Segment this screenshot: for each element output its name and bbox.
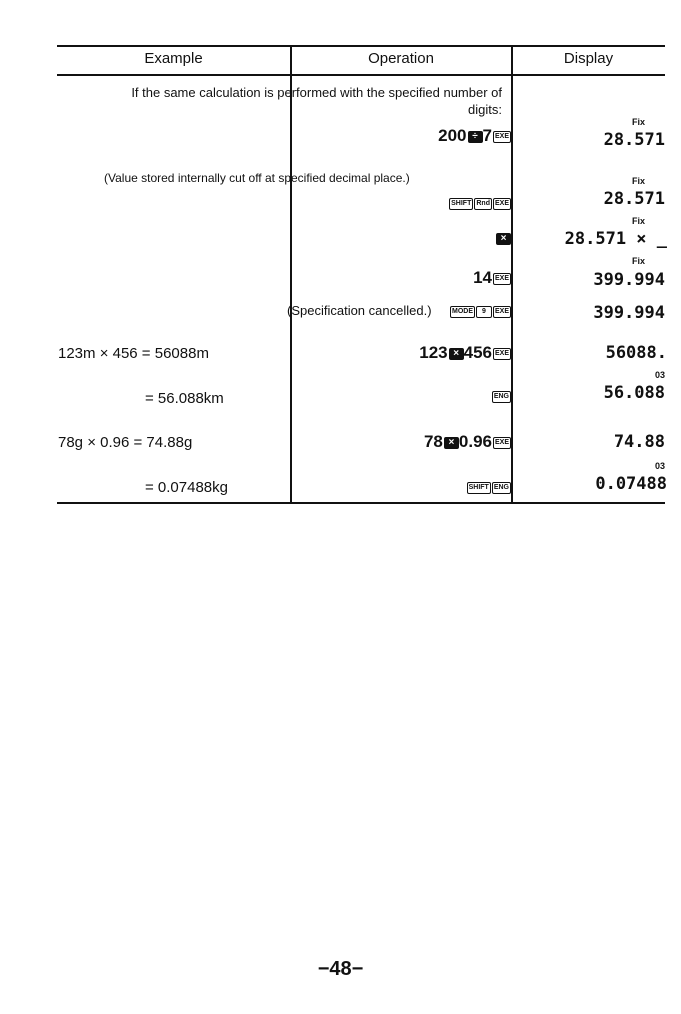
example-text: = 56.088km <box>145 390 224 407</box>
display-value: 0.07488 <box>595 474 667 494</box>
eng-key-icon: ENG <box>492 391 511 403</box>
table-top-rule <box>57 45 665 47</box>
example-text: 123m × 456 = 56088m <box>58 345 209 362</box>
multiply-key-icon: × <box>496 233 511 245</box>
divide-key-icon: ÷ <box>468 131 483 143</box>
rnd-key-icon: Rnd <box>474 198 492 210</box>
shift-key-icon: SHIFT <box>467 482 491 494</box>
operation-digits: 456 <box>463 343 492 362</box>
example-text: 78g × 0.96 = 74.88g <box>58 434 193 451</box>
exe-key-icon: EXE <box>493 306 511 318</box>
display-flag-fix: Fix <box>631 176 645 186</box>
shift-key-icon: SHIFT <box>449 198 473 210</box>
operation-row-0 <box>438 126 511 146</box>
operation-row-5 <box>419 343 511 363</box>
header-bottom-rule <box>57 74 665 76</box>
exe-key-icon: EXE <box>493 437 511 449</box>
display-exponent-flag: 03 <box>654 461 665 471</box>
display-value: 56.088 <box>603 383 665 403</box>
table-bottom-rule <box>57 502 665 504</box>
operation-row-3 <box>473 268 511 288</box>
display-value: 28.571 <box>603 189 665 209</box>
exe-key-icon: EXE <box>493 198 511 210</box>
operation-row-6 <box>491 386 511 406</box>
display-value: 399.994 <box>593 270 665 290</box>
display-flag-fix: Fix <box>631 256 645 266</box>
nine-key-icon: 9 <box>476 306 492 318</box>
eng-key-icon: ENG <box>492 482 511 494</box>
example-text: = 0.07488kg <box>145 479 228 496</box>
operation-row-4 <box>449 301 511 321</box>
operation-digits: 78 <box>423 432 443 451</box>
display-flag-fix: Fix <box>631 117 645 127</box>
display-value: 56088. <box>605 343 667 363</box>
display-flag-fix: Fix <box>631 216 645 226</box>
display-value: 399.994 <box>593 303 665 323</box>
exe-key-icon: EXE <box>493 131 511 143</box>
note-specification-cancelled: (Specification cancelled.) <box>287 303 432 318</box>
display-exponent-flag: 03 <box>654 370 665 380</box>
operation-digits: 7 <box>482 126 492 145</box>
multiply-key-icon: × <box>449 348 464 360</box>
operation-digits: 200 <box>438 126 467 145</box>
note-value-stored: (Value stored internally cut off at specified decimal place.) <box>104 171 410 185</box>
header-operation: Operation <box>368 50 434 67</box>
operation-row-8 <box>466 477 511 497</box>
multiply-key-icon: × <box>444 437 459 449</box>
page-number: −48− <box>317 958 364 980</box>
operation-row-1 <box>448 193 511 213</box>
column-divider-2 <box>511 45 513 503</box>
display-value: 74.88 <box>613 432 665 452</box>
operation-digits: 123 <box>419 343 448 362</box>
header-example: Example <box>144 50 203 67</box>
header-display: Display <box>563 50 614 67</box>
mode-key-icon: MODE <box>450 306 475 318</box>
exe-key-icon: EXE <box>493 273 511 285</box>
exe-key-icon: EXE <box>493 348 511 360</box>
display-value: 28.571 × _ <box>564 229 667 249</box>
display-value: 28.571 <box>603 130 665 150</box>
note-same-calculation: If the same calculation is performed with the specified number of digits: <box>131 85 502 117</box>
operation-row-2 <box>495 228 511 248</box>
operation-digits: 0.96 <box>458 432 492 451</box>
operation-digits: 14 <box>473 268 492 287</box>
operation-row-7 <box>424 432 511 452</box>
